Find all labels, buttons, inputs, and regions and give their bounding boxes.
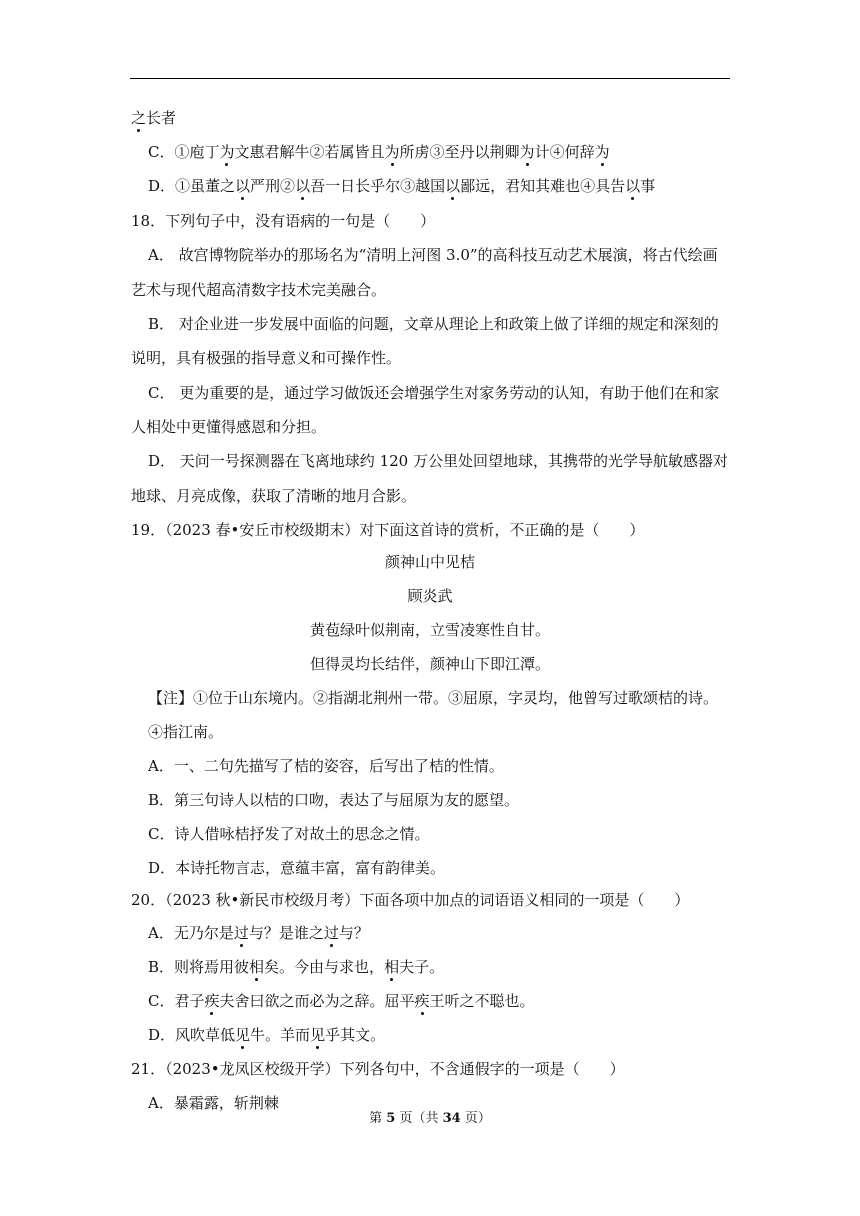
emphasis-dot-char: 相 — [249, 958, 265, 976]
text-run: 18．下列句子中，没有语病的一句是（ ） — [131, 212, 436, 230]
footer-mid: 页（共 — [395, 1111, 443, 1126]
text-run: 【注】①位于山东境内。②指湖北荆州一带。③屈原，字灵均，他曾写过歌颂桔的诗。 — [148, 689, 719, 707]
text-run: 所虏③至丹以荆卿 — [399, 143, 520, 161]
text-run: D．风吹草低 — [148, 1026, 236, 1044]
text-line — [131, 108, 176, 128]
poem-title — [130, 552, 730, 572]
text-run: 事 — [640, 177, 656, 195]
emphasis-dot-char: 疾 — [414, 992, 430, 1010]
text-run: 夫子。 — [399, 958, 445, 976]
option-d-line — [148, 176, 655, 196]
text-run: 21．（2023•龙凤区校级开学）下列各句中，不含通假字的一项是（ ） — [131, 1060, 625, 1078]
text-run: A．暴霜露，斩荆棘 — [148, 1094, 279, 1112]
text-run: 人相处中更懂得感恩和分担。 — [131, 418, 327, 436]
q20-option-c — [148, 991, 535, 1011]
question-20 — [131, 890, 689, 910]
text-run: A． 故宫博物院举办的那场名为“清明上河图 3.0”的高科技互动艺术展演，将古代绘画 — [148, 246, 718, 264]
q19-option-b — [148, 790, 519, 810]
text-run: B． 对企业进一步发展中面临的问题，文章从理论上和政策上做了详细的规定和深刻的 — [148, 315, 719, 333]
emphasis-dot-char: 为 — [519, 143, 535, 161]
q18-option-c-cont — [131, 417, 326, 437]
footer-total-pages: 34 — [442, 1111, 461, 1126]
text-run: B．则将焉用彼 — [148, 958, 250, 976]
poem-author — [130, 586, 730, 606]
emphasis-dot-char: 过 — [323, 924, 339, 942]
text-run: A．一、二句先描写了桔的姿容，后写出了桔的性情。 — [148, 757, 504, 775]
emphasis-dot-char: 相 — [384, 958, 400, 976]
text-run: 19．（2023 春•安丘市校级期末）对下面这首诗的赏析，不正确的是（ ） — [131, 521, 645, 539]
text-run: 地球、月亮成像，获取了清晰的地月合影。 — [131, 487, 417, 505]
footer-page-number: 5 — [386, 1111, 396, 1126]
emphasis-dot-char: 以 — [625, 177, 641, 195]
text-run: 艺术与现代超高清数字技术完美融合。 — [131, 281, 387, 299]
text-run: 说明，具有极强的指导意义和可操作性。 — [131, 349, 402, 367]
q19-option-a — [148, 756, 504, 776]
q19-option-d — [148, 858, 445, 878]
text-run: 鄙远，君知其难也④具告 — [460, 177, 626, 195]
text-run: 长者 — [146, 109, 177, 127]
text-run: D． 天问一号探测器在飞离地球约 120 万公里处回望地球，其携带的光学导航敏感器对 — [148, 452, 728, 470]
q18-option-b-cont — [131, 348, 401, 368]
text-run: D．①虽董之 — [148, 177, 236, 195]
emphasis-dot-char: 以 — [445, 177, 461, 195]
text-run: 夫舍曰欲之而必为之辞。屈平 — [219, 992, 415, 1010]
text-run: 计④何辞 — [534, 143, 595, 161]
emphasis-dot-char: 过 — [233, 924, 249, 942]
emphasis-dot-char: 见 — [310, 1026, 326, 1044]
emphasis-dot-char: 见 — [235, 1026, 251, 1044]
q20-option-d — [148, 1025, 385, 1045]
text-run: 20．（2023 秋•新民市校级月考）下面各项中加点的词语语义相同的一项是（ ） — [131, 891, 690, 909]
page-footer — [130, 1110, 730, 1128]
emphasis-dot-char: 为 — [384, 143, 400, 161]
header-rule — [130, 78, 730, 79]
emphasis-dot-char: 以 — [295, 177, 311, 195]
text-run: B．第三句诗人以桔的口吻，表达了与屈原为友的愿望。 — [148, 791, 520, 809]
q18-option-b — [148, 314, 719, 334]
text-run: C．诗人借咏桔抒发了对故土的思念之情。 — [148, 825, 430, 843]
emphasis-dot-char: 以 — [235, 177, 251, 195]
text-run: 牛。羊而 — [250, 1026, 311, 1044]
text-run: C．君子 — [148, 992, 205, 1010]
question-18 — [131, 211, 435, 231]
text-run: D．本诗托物言志，意蕴丰富，富有韵律美。 — [148, 859, 446, 877]
text-run: 颜神山中见桔 — [384, 553, 475, 571]
text-run: 吾一日长乎尔③越国 — [310, 177, 446, 195]
text-run: C． 更为重要的是，通过学习做饭还会增强学生对家务劳动的认知，有助于他们在和家 — [148, 384, 720, 402]
poem-note-cont — [148, 722, 223, 742]
text-run: 严刑② — [250, 177, 296, 195]
question-19 — [131, 520, 644, 540]
text-run: 文惠君解牛②若属皆且 — [234, 143, 385, 161]
emphasis-dot-char: 为 — [219, 143, 235, 161]
footer-suffix: 页） — [460, 1111, 491, 1126]
text-run: 顾炎武 — [407, 587, 453, 605]
footer-prefix: 第 — [369, 1111, 387, 1126]
text-run: 但得灵均长结伴，颜神山下即江潭。 — [309, 655, 550, 673]
q18-option-d — [148, 451, 728, 471]
option-c-line — [148, 142, 610, 162]
question-21 — [131, 1059, 625, 1079]
text-run: A．无乃尔是 — [148, 924, 234, 942]
emphasis-dot-char: 之 — [131, 109, 147, 127]
q18-option-c — [148, 383, 719, 403]
q20-option-b — [148, 957, 444, 977]
poem-line-1 — [130, 620, 730, 640]
text-run: ④指江南。 — [148, 723, 224, 741]
text-run: 乎其文。 — [325, 1026, 386, 1044]
text-run: 王听之不聪也。 — [429, 992, 535, 1010]
poem-line-2 — [130, 654, 730, 674]
text-run: 矣。今由与求也， — [264, 958, 385, 976]
q20-option-a — [148, 923, 369, 943]
emphasis-dot-char: 疾 — [204, 992, 220, 1010]
text-run: 黄苞绿叶似荆南，立雪凌寒性自甘。 — [309, 621, 550, 639]
emphasis-dot-char: 为 — [594, 143, 610, 161]
q19-option-c — [148, 824, 429, 844]
text-run: 与？ — [338, 924, 369, 942]
q18-option-a — [148, 245, 718, 265]
q18-option-d-cont — [131, 486, 416, 506]
q18-option-a-cont — [131, 280, 386, 300]
text-run: C．①庖丁 — [148, 143, 220, 161]
text-run: 与？是谁之 — [248, 924, 324, 942]
poem-note — [148, 688, 718, 708]
